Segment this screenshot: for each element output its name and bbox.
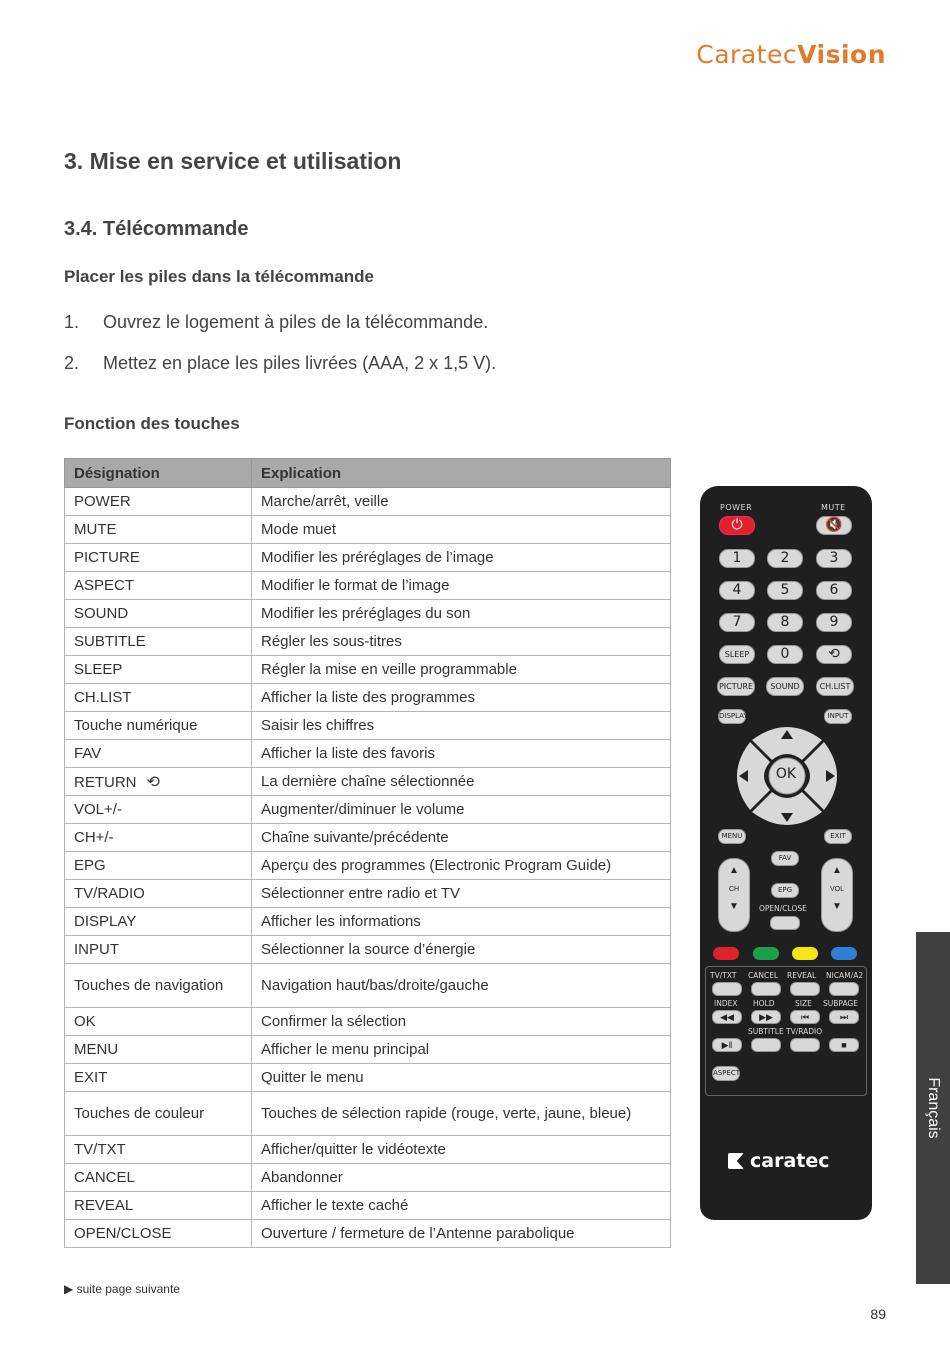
table-row: EXIT Quitter le menu	[65, 1064, 671, 1092]
rewind-icon: ◀◀	[712, 1010, 742, 1024]
sound-key: SOUND	[766, 677, 804, 696]
label-mute: MUTE	[821, 503, 846, 512]
stop-icon: ■	[829, 1038, 859, 1052]
aspect-key: ASPECT	[712, 1066, 740, 1081]
red-key	[713, 947, 739, 960]
table-row: ASPECT Modifier le format de l’image	[65, 572, 671, 600]
volume-rocker: ▲ VOL ▼	[821, 858, 853, 932]
digit-2: 2	[767, 549, 803, 568]
table-row: EPG Aperçu des programmes (Electronic Program Guide)	[65, 852, 671, 880]
table-row: OK Confirmer la sélection	[65, 1008, 671, 1036]
green-key	[753, 947, 779, 960]
nicam-key	[829, 982, 859, 996]
table-row: SOUND Modifier les préréglages du son	[65, 600, 671, 628]
ok-key: OK	[775, 766, 797, 782]
table-row: TV/TXT Afficher/quitter le vidéotexte	[65, 1136, 671, 1164]
yellow-key	[792, 947, 818, 960]
table-row: RETURN ⟲ La dernière chaîne sélectionnée	[65, 768, 671, 796]
table-row: Touche numérique Saisir les chiffres	[65, 712, 671, 740]
table-row: TV/RADIO Sélectionner entre radio et TV	[65, 880, 671, 908]
play-pause-icon: ▶‖	[712, 1038, 742, 1052]
table-row: CH.LIST Afficher la liste des programmes	[65, 684, 671, 712]
table-row: Touches de couleur Touches de sélection rapide (rouge, verte, jaune, bleue)	[65, 1092, 671, 1136]
menu-key: MENU	[718, 829, 746, 844]
table-row: Touches de navigation Navigation haut/bas/droite/gauche	[65, 964, 671, 1008]
continued-note: ▶ suite page suivante	[64, 1282, 180, 1296]
table-row: POWER Marche/arrêt, veille	[65, 488, 671, 516]
openclose-key	[770, 916, 800, 930]
table-row: VOL+/- Augmenter/diminuer le volume	[65, 796, 671, 824]
brand-logo: CaratecVision	[696, 40, 886, 69]
col-header-designation: Désignation	[65, 459, 252, 488]
triangle-right-icon: ▶	[64, 1282, 74, 1296]
channel-rocker: ▲ CH ▼	[718, 858, 750, 932]
table-row: CANCEL Abandonner	[65, 1164, 671, 1192]
section-heading: 3.4. Télécommande	[64, 218, 249, 240]
table-row: REVEAL Afficher le texte caché	[65, 1192, 671, 1220]
fav-key: FAV	[771, 851, 799, 866]
digit-3: 3	[816, 549, 852, 568]
epg-key: EPG	[771, 883, 799, 898]
digit-8: 8	[767, 613, 803, 632]
table-row: INPUT Sélectionner la source d’énergie	[65, 936, 671, 964]
next-icon: ⏭	[829, 1010, 859, 1024]
caratec-logo-icon	[728, 1153, 744, 1169]
exit-key: EXIT	[824, 829, 852, 844]
digit-9: 9	[816, 613, 852, 632]
step-1: 1. Ouvrez le logement à piles de la télécommande.	[64, 312, 489, 332]
mute-icon: 🔇	[816, 516, 852, 535]
key-function-table	[64, 458, 671, 1248]
return-icon: ⟲	[146, 773, 160, 791]
cancel-key	[751, 982, 781, 996]
page-number: 89	[870, 1306, 886, 1322]
caratec-logo: caratec	[728, 1150, 830, 1172]
table-row: PICTURE Modifier les préréglages de l’image	[65, 544, 671, 572]
table-row: SLEEP Régler la mise en veille programmable	[65, 656, 671, 684]
sleep-key: SLEEP	[719, 645, 755, 664]
table-row: OPEN/CLOSE Ouverture / fermeture de l’Antenne parabolique	[65, 1220, 671, 1248]
blue-key	[831, 947, 857, 960]
digit-4: 4	[719, 581, 755, 600]
table-row: SUBTITLE Régler les sous-titres	[65, 628, 671, 656]
picture-key: PICTURE	[717, 677, 755, 696]
subtitle-key	[751, 1038, 781, 1052]
label-power: POWER	[720, 503, 753, 512]
digit-7: 7	[719, 613, 755, 632]
subsection-heading-keys: Fonction des touches	[64, 414, 240, 433]
digit-5: 5	[767, 581, 803, 600]
table-row: MUTE Mode muet	[65, 516, 671, 544]
table-header-row	[65, 459, 671, 488]
table-row: CH+/- Chaîne suivante/précédente	[65, 824, 671, 852]
chapter-heading: 3. Mise en service et utilisation	[64, 148, 402, 174]
tvtxt-key	[712, 982, 742, 996]
col-header-explication: Explication	[252, 459, 671, 488]
table-row: FAV Afficher la liste des favoris	[65, 740, 671, 768]
return-icon: ⟲	[816, 645, 852, 664]
table-row: MENU Afficher le menu principal	[65, 1036, 671, 1064]
step-2: 2. Mettez en place les piles livrées (AAA, 2 x 1,5 V).	[64, 353, 497, 373]
digit-6: 6	[816, 581, 852, 600]
digit-0: 0	[767, 645, 803, 664]
remote-control-illustration: POWER MUTE ⏻ 🔇 1 2 3 4 5 6 7 8 9 SLEEP 0 ⟲ PICTURE SOUND CH.LIST DISPLAY INPUT OK MENU EXIT FAV EPG ▲ CH ▼ ▲ VOL ▼ OPEN/CLOSE TV/TXT CANCEL REVEAL NICAM/A2 INDEX HOLD SIZE SUBPAGE ◀◀ ▶▶ ⏮ ⏭ SUBTITLE TV/RADIO ▶‖ ■ ASPECT caratec	[700, 486, 872, 1220]
power-icon: ⏻	[719, 516, 755, 535]
language-side-tab: Français	[916, 932, 950, 1284]
reveal-key	[790, 982, 820, 996]
label-openclose: OPEN/CLOSE	[759, 904, 807, 913]
previous-icon: ⏮	[790, 1010, 820, 1024]
tvradio-key	[790, 1038, 820, 1052]
fast-forward-icon: ▶▶	[751, 1010, 781, 1024]
subsection-heading-batteries: Placer les piles dans la télécommande	[64, 267, 374, 286]
input-key: INPUT	[824, 709, 852, 724]
digit-1: 1	[719, 549, 755, 568]
table-row: DISPLAY Afficher les informations	[65, 908, 671, 936]
chlist-key: CH.LIST	[816, 677, 854, 696]
display-key: DISPLAY	[718, 709, 746, 724]
